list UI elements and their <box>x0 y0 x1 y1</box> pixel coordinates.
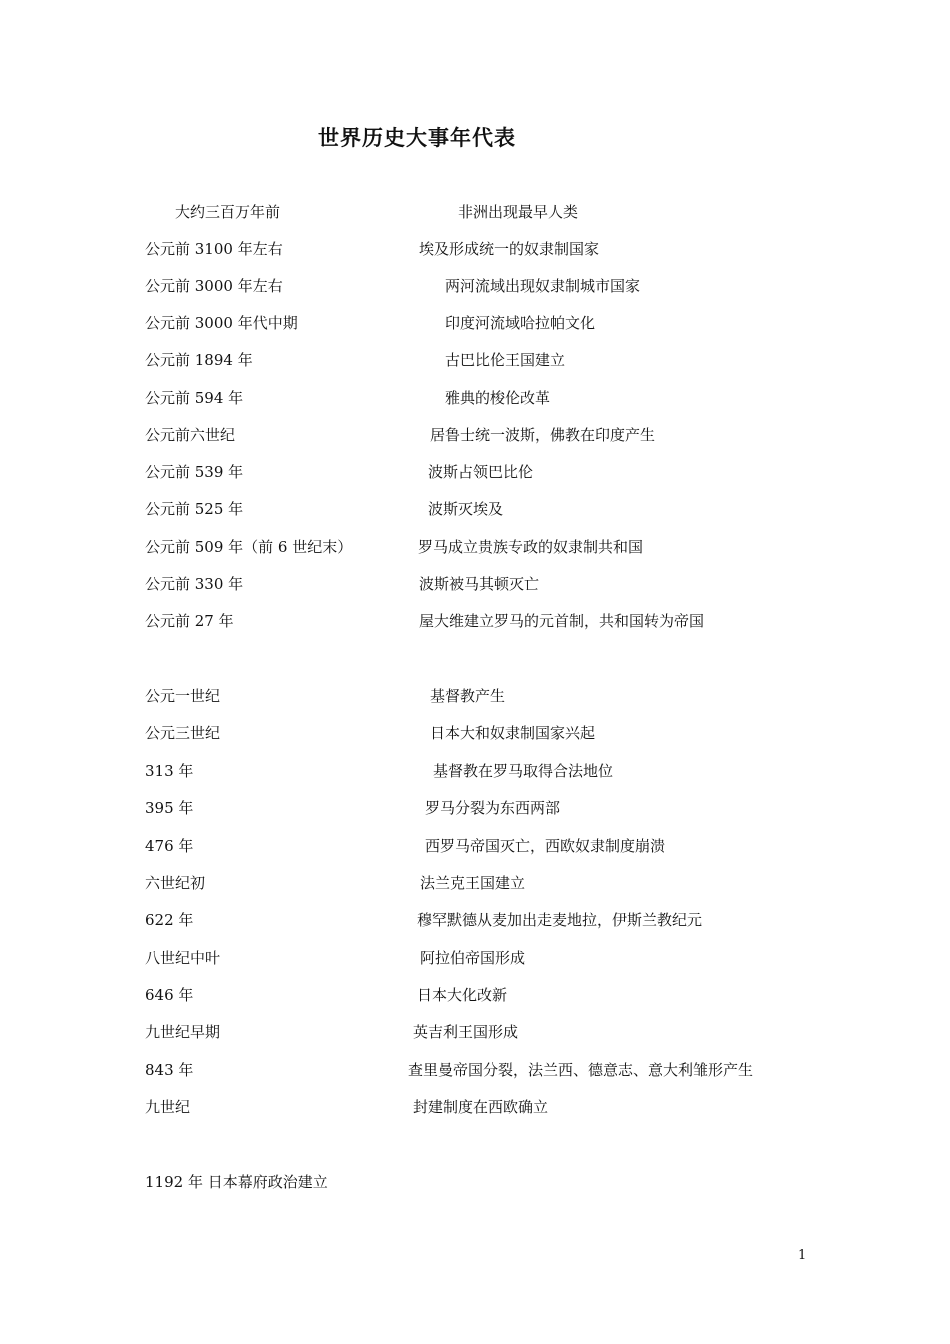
final-line: 1192 年 日本幕府政治建立 <box>145 1173 328 1191</box>
timeline-event: 法兰克王国建立 <box>420 874 526 892</box>
timeline-row <box>0 461 950 485</box>
timeline-row <box>0 349 950 373</box>
timeline-event: 日本大化改新 <box>417 986 508 1004</box>
timeline-row <box>0 238 950 262</box>
timeline-row <box>0 909 950 933</box>
timeline-date: 九世纪 <box>145 1098 191 1116</box>
timeline-row <box>0 797 950 821</box>
timeline-row <box>0 722 950 746</box>
timeline-date: 九世纪早期 <box>145 1023 221 1041</box>
timeline-row <box>0 424 950 448</box>
timeline-date: 公元前 330 年 <box>145 575 244 593</box>
timeline-event: 英吉利王国形成 <box>413 1023 519 1041</box>
timeline-date: 395 年 <box>145 799 194 817</box>
timeline-row <box>0 610 950 634</box>
timeline-row <box>0 387 950 411</box>
timeline-row <box>0 201 950 225</box>
timeline-date: 公元一世纪 <box>145 687 221 705</box>
timeline-date: 公元三世纪 <box>145 724 221 742</box>
final-line-row <box>0 1171 950 1195</box>
timeline-event: 日本大和奴隶制国家兴起 <box>430 724 596 742</box>
timeline-date: 公元前 3000 年左右 <box>145 277 283 295</box>
timeline-date: 公元前 1894 年 <box>145 351 253 369</box>
timeline-row <box>0 1059 950 1083</box>
timeline-event: 穆罕默德从麦加出走麦地拉，伊斯兰教纪元 <box>417 911 703 929</box>
timeline-row <box>0 312 950 336</box>
timeline-event: 阿拉伯帝国形成 <box>420 949 526 967</box>
timeline-event: 波斯被马其顿灭亡 <box>419 575 540 593</box>
timeline-row <box>0 498 950 522</box>
timeline-row <box>0 536 950 560</box>
timeline-row <box>0 685 950 709</box>
timeline-date: 622 年 <box>145 911 194 929</box>
page-number: 1 <box>798 1248 807 1263</box>
timeline-event: 波斯占领巴比伦 <box>428 463 534 481</box>
timeline-row <box>0 947 950 971</box>
timeline-date: 公元前 27 年 <box>145 612 234 630</box>
timeline-row <box>0 1096 950 1120</box>
timeline-date: 公元前 594 年 <box>145 389 244 407</box>
timeline-date: 六世纪初 <box>145 874 206 892</box>
timeline-date: 公元前 539 年 <box>145 463 244 481</box>
timeline-event: 非洲出现最早人类 <box>458 203 579 221</box>
timeline-date: 公元前 509 年（前 6 世纪末） <box>145 538 353 556</box>
timeline-date: 公元前 3000 年代中期 <box>145 314 298 332</box>
timeline-row <box>0 760 950 784</box>
timeline-date: 公元前 525 年 <box>145 500 244 518</box>
timeline-row <box>0 872 950 896</box>
timeline-event: 基督教产生 <box>430 687 506 705</box>
timeline-row <box>0 573 950 597</box>
timeline-event: 古巴比伦王国建立 <box>445 351 566 369</box>
timeline-row <box>0 984 950 1008</box>
timeline-date: 843 年 <box>145 1061 194 1079</box>
timeline-event: 罗马分裂为东西两部 <box>425 799 561 817</box>
timeline-event: 波斯灭埃及 <box>428 500 504 518</box>
timeline-event: 西罗马帝国灭亡，西欧奴隶制度崩溃 <box>425 837 666 855</box>
timeline-event: 居鲁士统一波斯，佛教在印度产生 <box>430 426 656 444</box>
timeline-event: 印度河流域哈拉帕文化 <box>445 314 596 332</box>
timeline-date: 646 年 <box>145 986 194 1004</box>
timeline-event: 封建制度在西欧确立 <box>413 1098 549 1116</box>
timeline-event: 屋大维建立罗马的元首制，共和国转为帝国 <box>419 612 705 630</box>
timeline-event: 雅典的梭伦改革 <box>445 389 551 407</box>
timeline-date: 313 年 <box>145 762 194 780</box>
timeline-date: 大约三百万年前 <box>175 203 281 221</box>
timeline-row <box>0 275 950 299</box>
timeline-date: 公元前 3100 年左右 <box>145 240 283 258</box>
timeline-row <box>0 1021 950 1045</box>
timeline-row <box>0 835 950 859</box>
page-title: 世界历史大事年代表 <box>318 126 516 150</box>
timeline-event: 基督教在罗马取得合法地位 <box>433 762 614 780</box>
timeline-event: 查里曼帝国分裂，法兰西、德意志、意大利雏形产生 <box>408 1061 754 1079</box>
timeline-event: 埃及形成统一的奴隶制国家 <box>419 240 600 258</box>
timeline-date: 八世纪中叶 <box>145 949 221 967</box>
timeline-date: 公元前六世纪 <box>145 426 236 444</box>
timeline-event: 两河流域出现奴隶制城市国家 <box>445 277 641 295</box>
timeline-event: 罗马成立贵族专政的奴隶制共和国 <box>418 538 644 556</box>
timeline-date: 476 年 <box>145 837 194 855</box>
